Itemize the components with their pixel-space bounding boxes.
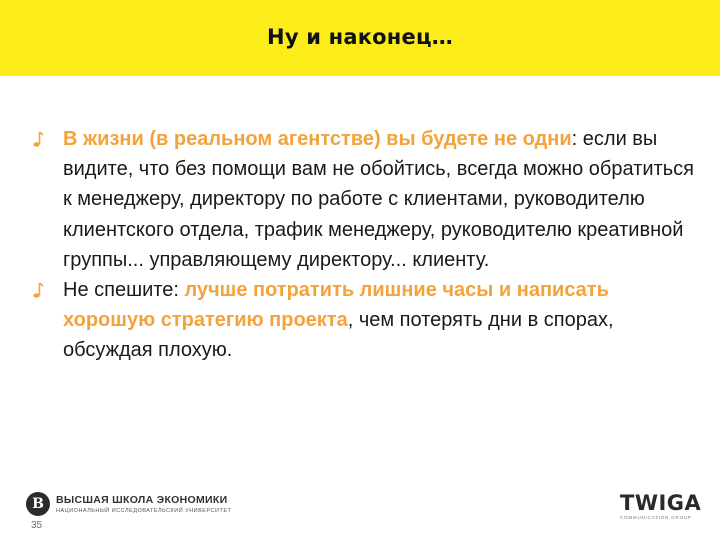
bullet-2-text-before: Не спешите: <box>63 279 185 302</box>
music-note-bullet-icon <box>32 280 44 300</box>
bullet-item-1 <box>30 124 700 275</box>
bullet-item-2 <box>30 275 700 366</box>
hse-logo <box>26 490 232 520</box>
music-note-bullet-icon <box>32 129 44 149</box>
bullet-1-text: : если вы видите, что без помощи вам не обойтись, всегда можно обратиться к менеджеру, директору по работе с клиентами, руководителю клиентского отдела, трафик менеджеру, руководителю креативной группы... управляющему директору... клиенту. <box>63 128 694 271</box>
hse-emblem-icon: В <box>26 492 50 516</box>
bullet-1-lead: В жизни (в реальном агентстве) вы будете не одни <box>63 128 572 150</box>
page-number: 35 <box>31 520 43 531</box>
bullet-2-text-after: , чем потерять дни в спорах, обсуждая плохую. <box>63 309 614 362</box>
slide-body <box>30 124 700 366</box>
twiga-logo <box>620 492 700 522</box>
hse-logo-subtitle: НАЦИОНАЛЬНЫЙ ИССЛЕДОВАТЕЛЬСКИЙ УНИВЕРСИТЕТ <box>56 508 232 514</box>
slide-title: Ну и наконец… <box>267 25 453 49</box>
twiga-logo-subtitle: COMMUNICATION GROUP <box>620 515 692 520</box>
hse-logo-name: ВЫСШАЯ ШКОЛА ЭКОНОМИКИ <box>56 494 228 506</box>
twiga-logo-word: TWIGA <box>620 491 702 515</box>
bullet-2-highlight: лучше потратить лишние часы и написать хорошую стратегию проекта <box>63 279 609 332</box>
